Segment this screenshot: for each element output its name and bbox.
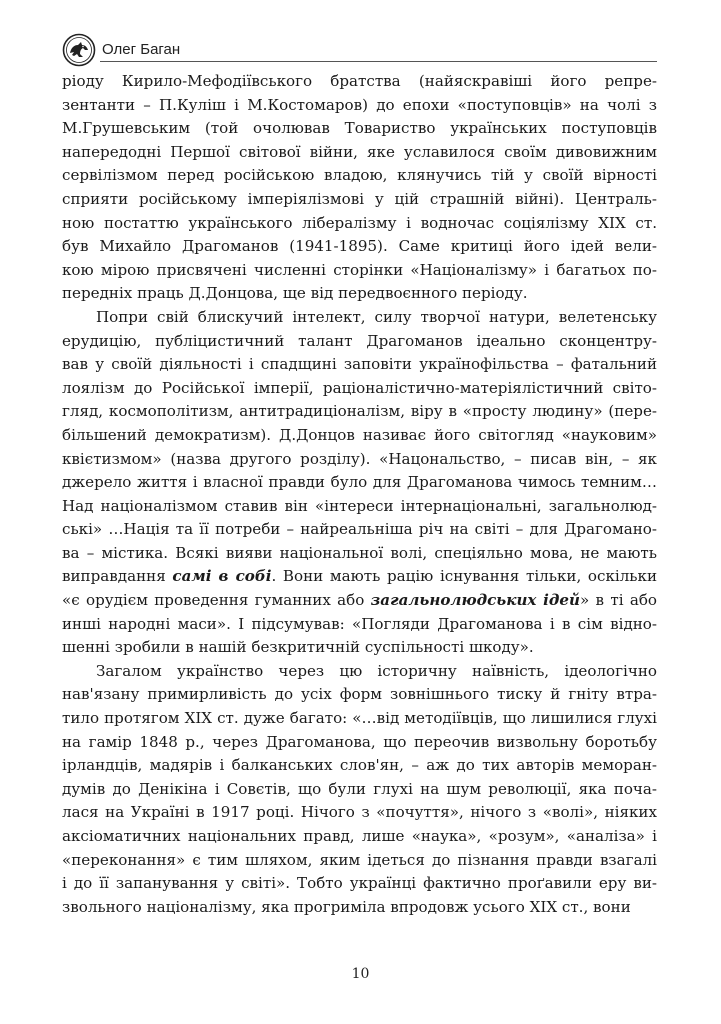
text-line	[62, 613, 657, 637]
text-line	[62, 188, 657, 212]
text-line	[62, 424, 657, 448]
text-line	[62, 754, 657, 778]
paragraph	[62, 306, 657, 660]
text-segment: . Вони мають рацію існування тільки, оскільки	[271, 567, 658, 586]
text-line	[62, 164, 657, 188]
text-line	[62, 495, 657, 519]
text-line	[62, 141, 657, 165]
text-segment: ва – містика. Всякі вияви національної волі, спеціяльно мова, не мають	[62, 543, 657, 562]
paragraph	[62, 660, 657, 920]
text-line	[62, 400, 657, 424]
text-line	[62, 683, 657, 707]
text-segment: кою мірою присвячені численні сторінки «Націоналізму» і багатьох по-	[62, 260, 657, 279]
text-segment: ною постаттю українського лібералізму і водночас соціялізму XIX ст.	[62, 213, 657, 232]
text-segment: ріоду Кирило-Мефодіївського братства (найяскравіші його репре-	[62, 72, 657, 90]
text-line	[62, 235, 657, 259]
text-line	[62, 825, 657, 849]
running-wolf-emblem-icon	[62, 33, 96, 67]
text-line	[62, 448, 657, 472]
text-segment: більшений демократизм). Д.Донцов називає його світогляд «науковим»	[62, 425, 657, 444]
text-line	[62, 70, 657, 94]
text-segment: ерудицію, публіцистичний талант Драгоманов ідеально сконцентру-	[62, 331, 657, 350]
text-segment: лася на Україні в 1917 році. Нічого з «почуття», нічого з «волі», ніяких	[62, 803, 657, 822]
text-segment: Над націоналізмом ставив він «інтереси інтернаціональні, загальнолюд-	[62, 496, 657, 515]
text-segment: аксіоматичних національних правд, лише «наука», «розум», «аналіза» і	[62, 827, 657, 845]
text-segment: зентанти – П.Куліш і М.Костомаров) до епохи «поступовців» на чолі з	[62, 95, 657, 114]
text-segment: передніх праць Д.Донцова, ще від передвоєнного періоду.	[62, 284, 528, 303]
text-line	[62, 353, 657, 377]
text-line	[62, 801, 657, 825]
text-segment: ірландців, мадярів і балканських слов'ян, – аж до тих авторів меморан-	[62, 756, 657, 775]
text-line	[62, 212, 657, 236]
text-segment: ські» …Нація та її потреби – найреальніша річ на світі – для Драгомано-	[62, 520, 657, 539]
text-segment: був Михайло Драгоманов (1941-1895). Саме критиці його ідей вели-	[62, 237, 657, 256]
paragraph	[62, 70, 657, 306]
page-number: 10	[351, 966, 370, 982]
text-segment: шенні зробили в нашій безкритичній суспільності шкоду».	[62, 638, 534, 657]
text-segment: М.Грушевським (той очолював Товариство українських поступовців	[62, 119, 657, 138]
text-segment: гляд, космополітизм, антитрадиціоналізм, віру в «просту людину» (пере-	[62, 402, 657, 421]
text-segment: на гамір 1848 р., через Драгоманова, що переочив визвольну боротьбу	[62, 732, 657, 751]
text-line	[62, 259, 657, 283]
text-line	[62, 330, 657, 354]
text-line	[62, 542, 657, 566]
text-segment: звольного націоналізму, яка прогриміла впродовж усього XIX ст., вони	[62, 897, 631, 916]
text-segment: квієтизмом» (назва другого розділу). «Нацональство, – писав він, – як	[62, 449, 657, 468]
text-line	[62, 282, 657, 306]
emphasis-text: самі в собі	[172, 567, 272, 586]
text-line	[62, 377, 657, 401]
text-segment: виправдання	[62, 567, 173, 586]
text-line	[62, 94, 657, 118]
text-segment: сприяти російському імперіялізмові у цій страшній війні). Централь-	[62, 189, 657, 208]
text-segment: нав'язану примирливість до усіх форм зовнішнього тиску й гніту втра-	[62, 685, 657, 704]
text-line	[62, 117, 657, 141]
text-segment: напередодні Першої світової війни, яке уславилося своїм дивовижним	[62, 142, 657, 161]
text-segment: тило протягом XIX ст. дуже багато: «…від методіївців, що лишилися глухі	[62, 709, 657, 728]
text-line	[62, 660, 657, 684]
text-segment: » в ті або	[580, 591, 658, 610]
text-line	[62, 471, 657, 495]
text-segment: сервілізмом перед російською владою, клянучись тій у своїй вірності	[62, 166, 657, 185]
text-segment: Попри свій блискучий інтелект, силу творчої натури, велетенську	[96, 307, 657, 326]
text-segment: і до її запанування у світі». Тобто українці фактично проґавили еру ви-	[62, 874, 657, 893]
text-line	[62, 849, 657, 873]
text-segment: «переконання» є тим шляхом, яким ідеться до пізнання правди взагалі	[62, 850, 657, 869]
text-line	[62, 636, 657, 660]
text-line	[62, 707, 657, 731]
text-line	[62, 518, 657, 542]
text-line	[62, 778, 657, 802]
text-segment: лоялізм до Російської імперії, раціоналістично-матеріялістичний світо-	[62, 378, 657, 397]
emphasis-text: загальнолюдських ідей	[370, 591, 580, 610]
text-segment: инші народні маси». І підсумував: «Погляди Драгоманова і в сім відно-	[62, 614, 657, 633]
text-segment: думів до Денікіна і Совєтів, що були глухі на шум революції, яка поча-	[62, 779, 657, 798]
text-line	[62, 731, 657, 755]
text-segment: «є орудієм проведення гуманних або	[62, 591, 371, 610]
text-line	[62, 565, 657, 589]
author-name: Олег Баган	[102, 40, 181, 58]
page-body	[62, 70, 657, 919]
text-segment: джерело життя і власної правди було для Драгоманова чимось темним…	[62, 473, 657, 492]
text-segment: вав у своїй діяльності і спадщині заповіти українофільства – фатальний	[62, 355, 657, 374]
text-segment: Загалом українство через цю історичну наївність, ідеологічно	[96, 661, 657, 680]
text-line	[62, 306, 657, 330]
text-line	[62, 872, 657, 896]
header-rule	[100, 61, 657, 62]
text-line	[62, 589, 657, 613]
text-line	[62, 896, 657, 920]
